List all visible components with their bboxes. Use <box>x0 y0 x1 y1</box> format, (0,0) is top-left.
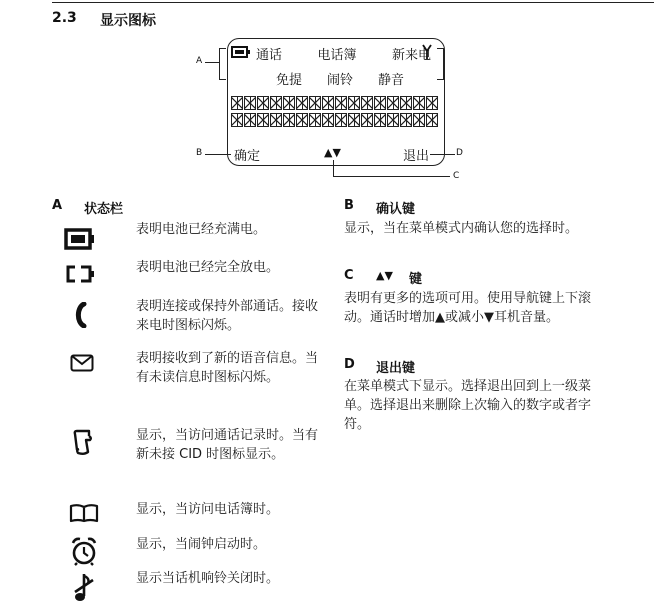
lcd-label-call: 通话 <box>256 48 283 63</box>
section-d-text: 在菜单模式下显示。选择退出回到上一级菜单。选择退出来删除上次输入的数字或者字符。 <box>344 379 592 432</box>
section-d-letter: D <box>344 357 355 372</box>
callout-d-line <box>430 154 455 155</box>
section-b-letter: B <box>344 198 354 213</box>
section-b-title: 确认键 <box>376 202 416 217</box>
callout-a: A <box>196 56 203 66</box>
lcd-softkey-ok: 确定 <box>234 149 261 164</box>
section-c-arrows: ▲▼ <box>376 269 393 282</box>
callout-a-bracket-right <box>437 48 444 80</box>
battery-empty-icon <box>66 265 96 283</box>
section-b-text: 显示，当在菜单模式内确认您的选择时。 <box>344 221 579 236</box>
lcd-battery-icon <box>231 46 251 58</box>
lcd-label-mute: 静音 <box>377 73 404 88</box>
lcd-label-phonebook: 电话簿 <box>317 48 357 63</box>
section-c-text: 表明有更多的选项可用。使用导航键上下滚动。通话时增加▲或减小▼耳机音量。 <box>344 291 592 325</box>
callout-a-line <box>205 62 219 63</box>
lcd-nav-arrows: ▲▼ <box>324 146 341 159</box>
top-rule <box>52 2 654 3</box>
lcd-segment-row-2 <box>231 113 441 127</box>
lcd-label-handsfree: 免提 <box>276 73 303 88</box>
lcd-antenna-icon <box>422 44 432 60</box>
section-a-item-1: 表明电池已经充满电。 <box>136 222 267 237</box>
section-d-title: 退出键 <box>376 361 416 376</box>
section-a-item-7: 显示，当闹钟启动时。 <box>136 537 267 552</box>
callout-d: D <box>456 148 463 158</box>
callout-c: C <box>453 171 460 181</box>
lcd-label-alarm: 闹铃 <box>326 73 353 88</box>
section-a-item-2: 表明电池已经完全放电。 <box>136 260 280 275</box>
phone-handset-icon <box>74 302 88 328</box>
section-a-title: 状态栏 <box>84 202 124 217</box>
lcd-second-row <box>276 69 404 88</box>
battery-full-icon <box>64 228 96 250</box>
lcd-label-new-call: 新来电 <box>391 48 431 63</box>
lcd-softkey-exit: 退出 <box>403 149 430 164</box>
section-a-item-4: 表明接收到了新的语音信息。当有未读信息时图标闪烁。 <box>136 351 319 385</box>
section-a-item-8: 显示当话机响铃关闭时。 <box>136 571 280 586</box>
envelope-icon <box>70 354 94 372</box>
section-a-item-5: 显示，当访问通话记录时。当有新未接 CID 时图标显示。 <box>136 428 319 462</box>
section-c-letter: C <box>344 268 354 283</box>
section-a-letter: A <box>52 198 63 213</box>
section-title: 显示图标 <box>100 13 156 29</box>
phonebook-icon <box>69 503 99 523</box>
section-number: 2.3 <box>52 10 77 26</box>
section-a-item-3: 表明连接或保持外部通话。接收来电时图标闪烁。 <box>136 299 319 333</box>
lcd-top-row <box>256 44 431 63</box>
callout-c-line-v <box>333 160 334 176</box>
lcd-segment-row-1 <box>231 96 441 110</box>
callout-c-line-h <box>333 176 450 177</box>
section-a-item-6: 显示，当访问电话簿时。 <box>136 502 280 517</box>
ringer-off-icon <box>72 572 96 604</box>
callout-b: B <box>196 148 203 158</box>
callout-b-line <box>205 154 231 155</box>
call-log-icon <box>72 428 94 456</box>
section-c-title: 键 <box>409 272 423 287</box>
alarm-clock-icon <box>70 536 98 566</box>
callout-a-bracket-left <box>219 48 226 80</box>
